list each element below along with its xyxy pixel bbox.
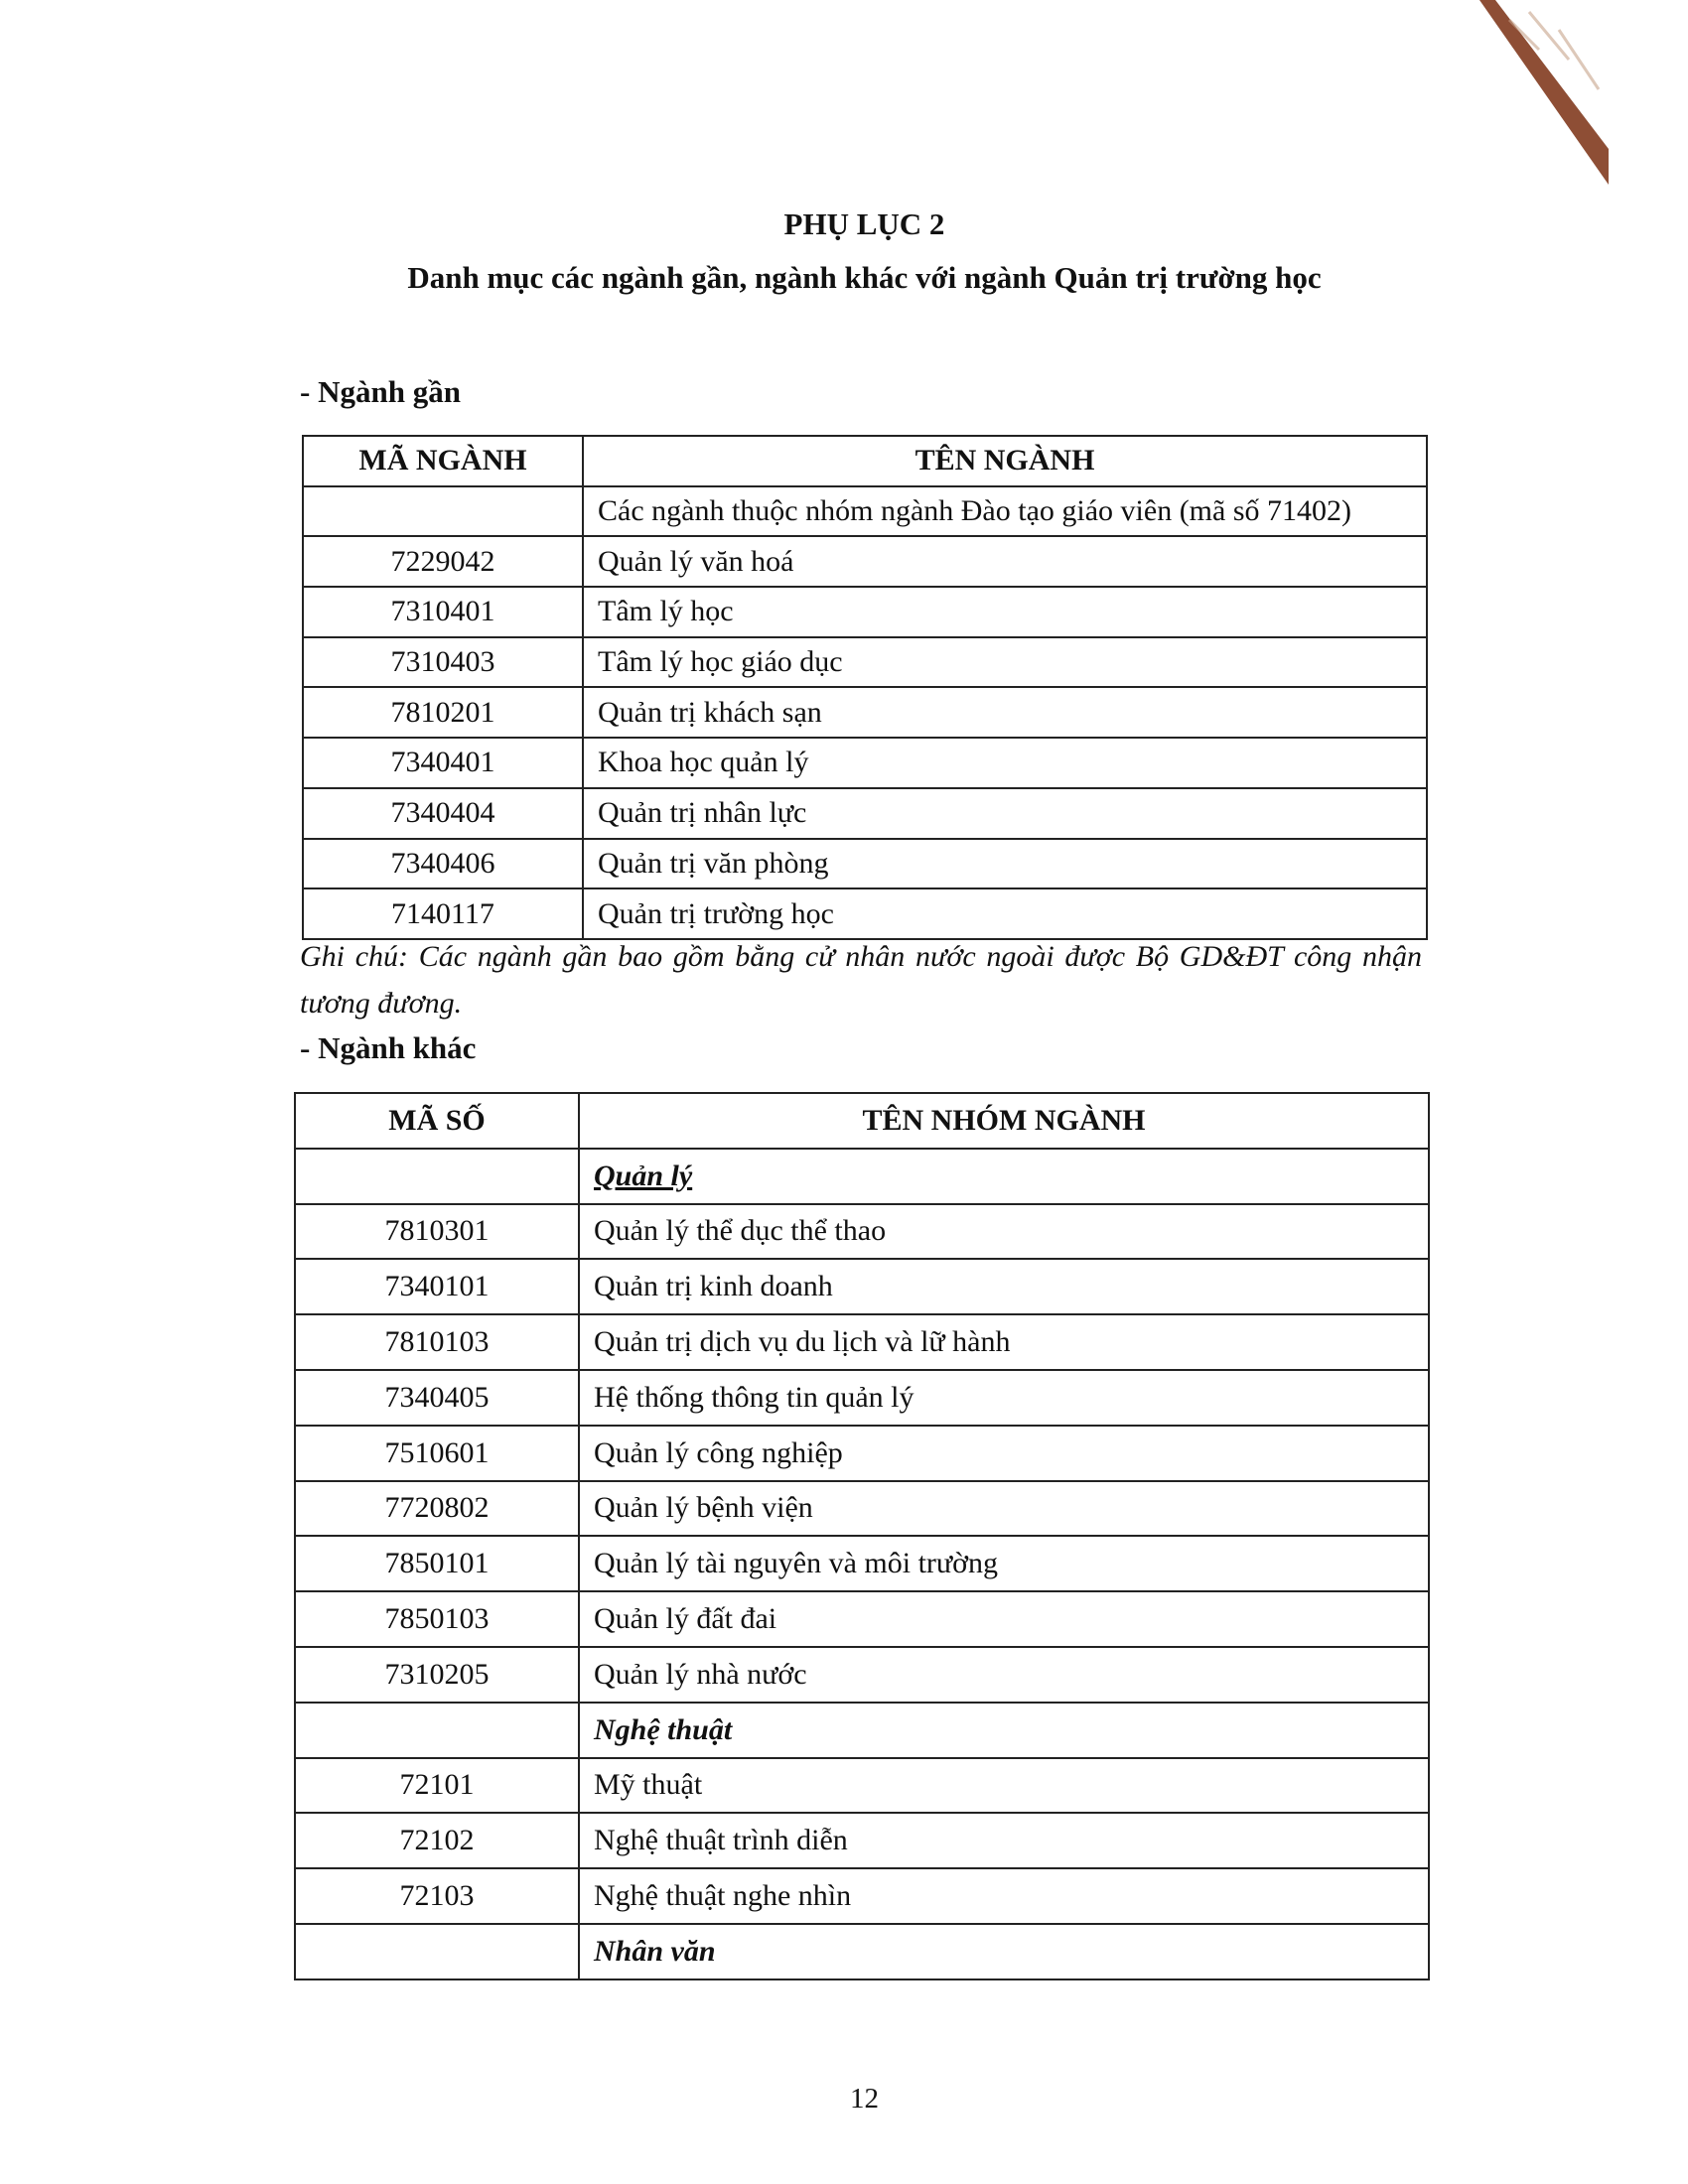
row-name: Mỹ thuật — [579, 1758, 1429, 1814]
page-number: 12 — [850, 2083, 879, 2115]
row-name: Quản trị trường học — [583, 888, 1427, 939]
row-name: Quản lý đất đai — [579, 1591, 1429, 1647]
table-row — [295, 1536, 1429, 1591]
group-row — [295, 1703, 1429, 1758]
section-heading-nganh-gan: - Ngành gần — [300, 374, 461, 409]
row-code: 7340401 — [303, 738, 583, 788]
group-row — [295, 1149, 1429, 1204]
row-name: Quản lý công nghiệp — [579, 1426, 1429, 1481]
row-code: 72102 — [295, 1813, 579, 1868]
row-code: 7310205 — [295, 1647, 579, 1703]
table-header-row — [295, 1093, 1429, 1149]
table-row — [295, 1813, 1429, 1868]
row-code: 7810103 — [295, 1314, 579, 1370]
table-row — [303, 788, 1427, 839]
row-name: Tâm lý học giáo dục — [583, 637, 1427, 688]
row-code: 72101 — [295, 1758, 579, 1814]
row-code: 7140117 — [303, 888, 583, 939]
row-code: 7340404 — [303, 788, 583, 839]
column-header-code: MÃ SỐ — [295, 1093, 579, 1149]
row-code: 7850103 — [295, 1591, 579, 1647]
table-row — [303, 738, 1427, 788]
row-name: Quản lý bệnh viện — [579, 1481, 1429, 1537]
row-code: 7720802 — [295, 1481, 579, 1537]
row-name: Các ngành thuộc nhóm ngành Đào tạo giáo viên (mã số 71402) — [583, 486, 1427, 537]
table-header-row — [303, 436, 1427, 486]
table-row — [303, 888, 1427, 939]
page-subtitle: Danh mục các ngành gần, ngành khác với ngành Quản trị trường học — [407, 260, 1322, 295]
column-header-code: MÃ NGÀNH — [303, 436, 583, 486]
row-code — [303, 486, 583, 537]
table-row — [303, 687, 1427, 738]
corner-scan-mark — [1470, 0, 1609, 189]
row-name: Quản trị kinh doanh — [579, 1259, 1429, 1314]
table-row — [295, 1204, 1429, 1260]
row-name: Quản trị văn phòng — [583, 839, 1427, 889]
table-row — [295, 1370, 1429, 1426]
row-code: 7340406 — [303, 839, 583, 889]
row-code: 7810301 — [295, 1204, 579, 1260]
row-name: Quản lý văn hoá — [583, 536, 1427, 587]
table-row — [295, 1259, 1429, 1314]
column-header-name: TÊN NHÓM NGÀNH — [579, 1093, 1429, 1149]
table-row — [295, 1758, 1429, 1814]
row-code: 7510601 — [295, 1426, 579, 1481]
section-heading-nganh-khac: - Ngành khác — [300, 1030, 477, 1065]
group-label-text: Nghệ thuật — [594, 1712, 733, 1746]
group-label-text: Nhân văn — [594, 1934, 716, 1968]
row-name: Nghệ thuật trình diễn — [579, 1813, 1429, 1868]
note-text: Ghi chú: Các ngành gần bao gồm bằng cử nhân nước ngoài được Bộ GD&ĐT công nhận tương đương. — [300, 940, 1422, 1020]
table-nganh-gan — [302, 435, 1428, 940]
row-name: Hệ thống thông tin quản lý — [579, 1370, 1429, 1426]
table-row — [303, 587, 1427, 637]
row-name: Quản lý tài nguyên và môi trường — [579, 1536, 1429, 1591]
table-nganh-khac — [294, 1092, 1430, 1980]
table-row — [295, 1314, 1429, 1370]
row-name: Khoa học quản lý — [583, 738, 1427, 788]
group-label — [579, 1924, 1429, 1979]
table-row — [295, 1868, 1429, 1924]
row-code: 7340101 — [295, 1259, 579, 1314]
row-code — [295, 1924, 579, 1979]
row-code: 7229042 — [303, 536, 583, 587]
row-name: Quản trị dịch vụ du lịch và lữ hành — [579, 1314, 1429, 1370]
group-label-text: Quản lý — [594, 1159, 693, 1192]
row-name: Tâm lý học — [583, 587, 1427, 637]
row-code — [295, 1703, 579, 1758]
row-code: 7850101 — [295, 1536, 579, 1591]
table-row — [303, 839, 1427, 889]
table-row — [303, 637, 1427, 688]
row-name: Quản lý nhà nước — [579, 1647, 1429, 1703]
group-row — [295, 1924, 1429, 1979]
row-name: Quản trị nhân lực — [583, 788, 1427, 839]
row-name: Quản trị khách sạn — [583, 687, 1427, 738]
column-header-name: TÊN NGÀNH — [583, 436, 1427, 486]
row-code: 7340405 — [295, 1370, 579, 1426]
row-code: 7810201 — [303, 687, 583, 738]
table-row — [295, 1647, 1429, 1703]
group-label — [579, 1149, 1429, 1204]
row-name: Nghệ thuật nghe nhìn — [579, 1868, 1429, 1924]
row-code: 7310403 — [303, 637, 583, 688]
page-title: PHỤ LỤC 2 — [783, 206, 945, 241]
table-row — [295, 1426, 1429, 1481]
table-row — [295, 1481, 1429, 1537]
table-row — [303, 486, 1427, 537]
row-code: 72103 — [295, 1868, 579, 1924]
row-code — [295, 1149, 579, 1204]
group-label — [579, 1703, 1429, 1758]
table-row — [295, 1591, 1429, 1647]
row-name: Quản lý thể dục thể thao — [579, 1204, 1429, 1260]
table-row — [303, 536, 1427, 587]
row-code: 7310401 — [303, 587, 583, 637]
